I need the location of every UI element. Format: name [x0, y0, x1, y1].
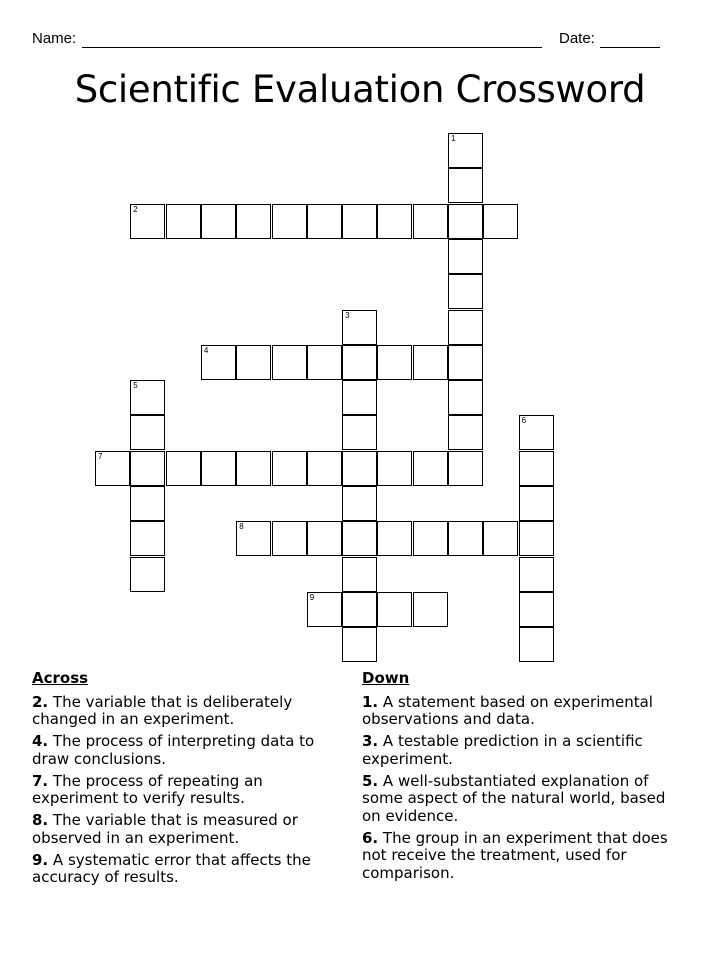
- crossword-cell[interactable]: [413, 345, 448, 380]
- clue-number: 2.: [32, 692, 49, 711]
- clue-number-label: 6: [521, 416, 527, 426]
- crossword-cell[interactable]: [307, 345, 342, 380]
- crossword-cell[interactable]: [130, 486, 165, 521]
- crossword-cell[interactable]: [307, 204, 342, 239]
- clue-text: A systematic error that affects the accuracy of results.: [32, 850, 311, 886]
- clue-text: The process of repeating an experiment to verify results.: [32, 771, 263, 807]
- clue-text: The process of interpreting data to draw conclusions.: [32, 732, 315, 768]
- clue-number-label: 7: [98, 451, 103, 461]
- crossword-cell[interactable]: [519, 415, 554, 450]
- crossword-cell[interactable]: [377, 345, 412, 380]
- date-blank-line[interactable]: [600, 47, 660, 48]
- crossword-cell[interactable]: [483, 521, 518, 556]
- clue-number-label: 4: [203, 345, 209, 355]
- crossword-cell[interactable]: [130, 415, 165, 450]
- crossword-cell[interactable]: [448, 521, 483, 556]
- clue-number-label: 2: [133, 204, 138, 214]
- crossword-cell[interactable]: [448, 415, 483, 450]
- crossword-cell[interactable]: [342, 204, 377, 239]
- down-heading: Down: [362, 669, 410, 687]
- crossword-cell[interactable]: [448, 204, 483, 239]
- crossword-cell[interactable]: [519, 486, 554, 521]
- across-clues: [32, 670, 342, 891]
- crossword-cell[interactable]: [272, 451, 307, 486]
- crossword-cell[interactable]: [166, 204, 201, 239]
- crossword-cell[interactable]: [413, 592, 448, 627]
- crossword-cell[interactable]: [448, 345, 483, 380]
- crossword-cell[interactable]: [413, 451, 448, 486]
- crossword-cell[interactable]: [448, 310, 483, 345]
- crossword-cell[interactable]: [130, 557, 165, 592]
- across-heading: Across: [32, 669, 89, 687]
- clue-across-2: [32, 694, 342, 729]
- clue-number: 8.: [32, 811, 49, 829]
- crossword-cell[interactable]: [448, 168, 483, 203]
- crossword-cell[interactable]: [130, 204, 165, 239]
- crossword-cell[interactable]: [519, 451, 554, 486]
- crossword-cell[interactable]: [342, 592, 377, 627]
- crossword-cell[interactable]: [342, 627, 377, 662]
- clue-text: The group in an experiment that does not receive the treatment, used for comparison.: [362, 828, 668, 882]
- crossword-cell[interactable]: [342, 310, 377, 345]
- name-label: Name:: [32, 30, 77, 47]
- clue-text: The variable that is deliberately changed in an experiment.: [32, 692, 293, 728]
- clue-text: A well-substantiated explanation of some aspect of the natural world, based on evidence.: [362, 771, 666, 825]
- clue-down-6: [362, 830, 687, 883]
- crossword-cell[interactable]: [448, 380, 483, 415]
- crossword-cell[interactable]: [307, 521, 342, 556]
- crossword-cell[interactable]: [413, 521, 448, 556]
- crossword-cell[interactable]: [342, 380, 377, 415]
- crossword-cell[interactable]: [448, 451, 483, 486]
- crossword-cell[interactable]: [201, 345, 236, 380]
- clue-number: 3.: [362, 732, 379, 750]
- crossword-cell[interactable]: [272, 204, 307, 239]
- crossword-cell[interactable]: [377, 204, 412, 239]
- crossword-cell[interactable]: [377, 521, 412, 556]
- crossword-cell[interactable]: [201, 204, 236, 239]
- clue-down-5: [362, 773, 687, 826]
- crossword-cell[interactable]: [272, 345, 307, 380]
- crossword-cell[interactable]: [519, 557, 554, 592]
- clue-across-4: [32, 733, 342, 768]
- clue-number-label: 1: [451, 134, 456, 143]
- crossword-cell[interactable]: [377, 592, 412, 627]
- clue-number: 5.: [362, 771, 379, 790]
- crossword-cell[interactable]: [130, 521, 165, 556]
- down-clues: [362, 670, 687, 887]
- crossword-cell[interactable]: [236, 204, 271, 239]
- crossword-cell[interactable]: [201, 451, 236, 486]
- clue-across-8: [32, 812, 342, 847]
- clue-text: The variable that is measured or observed in an experiment.: [32, 811, 298, 847]
- clue-number: 7.: [32, 771, 49, 790]
- crossword-cell[interactable]: [272, 521, 307, 556]
- crossword-cell[interactable]: [307, 592, 342, 627]
- crossword-cell[interactable]: [342, 557, 377, 592]
- clue-text: A testable prediction in a scientific experiment.: [362, 732, 643, 768]
- crossword-cell[interactable]: [342, 451, 377, 486]
- name-blank-line[interactable]: [82, 47, 542, 48]
- crossword-cell[interactable]: [130, 380, 165, 415]
- clue-number-label: 9: [309, 592, 315, 602]
- clue-text: A statement based on experimental observations and data.: [362, 692, 653, 728]
- crossword-cell[interactable]: [377, 451, 412, 486]
- crossword-cell[interactable]: [519, 627, 554, 662]
- page-title: Scientific Evaluation Crossword: [74, 68, 646, 111]
- crossword-cell[interactable]: [448, 239, 483, 274]
- crossword-cell[interactable]: [166, 451, 201, 486]
- crossword-cell[interactable]: [342, 415, 377, 450]
- crossword-cell[interactable]: [483, 204, 518, 239]
- clue-number: 6.: [362, 828, 379, 847]
- clue-number-label: 8: [239, 522, 244, 532]
- crossword-cell[interactable]: [236, 521, 271, 556]
- crossword-cell[interactable]: [342, 521, 377, 556]
- crossword-cell[interactable]: [236, 345, 271, 380]
- crossword-cell[interactable]: [519, 521, 554, 556]
- crossword-cell[interactable]: [307, 451, 342, 486]
- clue-down-1: [362, 694, 687, 729]
- clue-number: 1.: [362, 692, 379, 711]
- clue-number: 4.: [32, 732, 49, 750]
- clue-number-label: 3: [345, 310, 350, 320]
- crossword-cell[interactable]: [342, 486, 377, 521]
- crossword-cell[interactable]: [519, 592, 554, 627]
- worksheet-header: [32, 30, 680, 52]
- crossword-cell[interactable]: [130, 451, 165, 486]
- clue-number: 9.: [32, 850, 49, 869]
- crossword-cell[interactable]: [448, 133, 483, 168]
- clue-across-9: [32, 852, 342, 887]
- crossword-cell[interactable]: [413, 204, 448, 239]
- crossword-cell[interactable]: [95, 451, 130, 486]
- clue-down-3: [362, 733, 687, 768]
- crossword-cell[interactable]: [342, 345, 377, 380]
- crossword-cell[interactable]: [448, 274, 483, 309]
- clue-across-7: [32, 773, 342, 808]
- date-label: Date:: [559, 30, 595, 47]
- crossword-cell[interactable]: [236, 451, 271, 486]
- clue-number-label: 5: [133, 381, 138, 391]
